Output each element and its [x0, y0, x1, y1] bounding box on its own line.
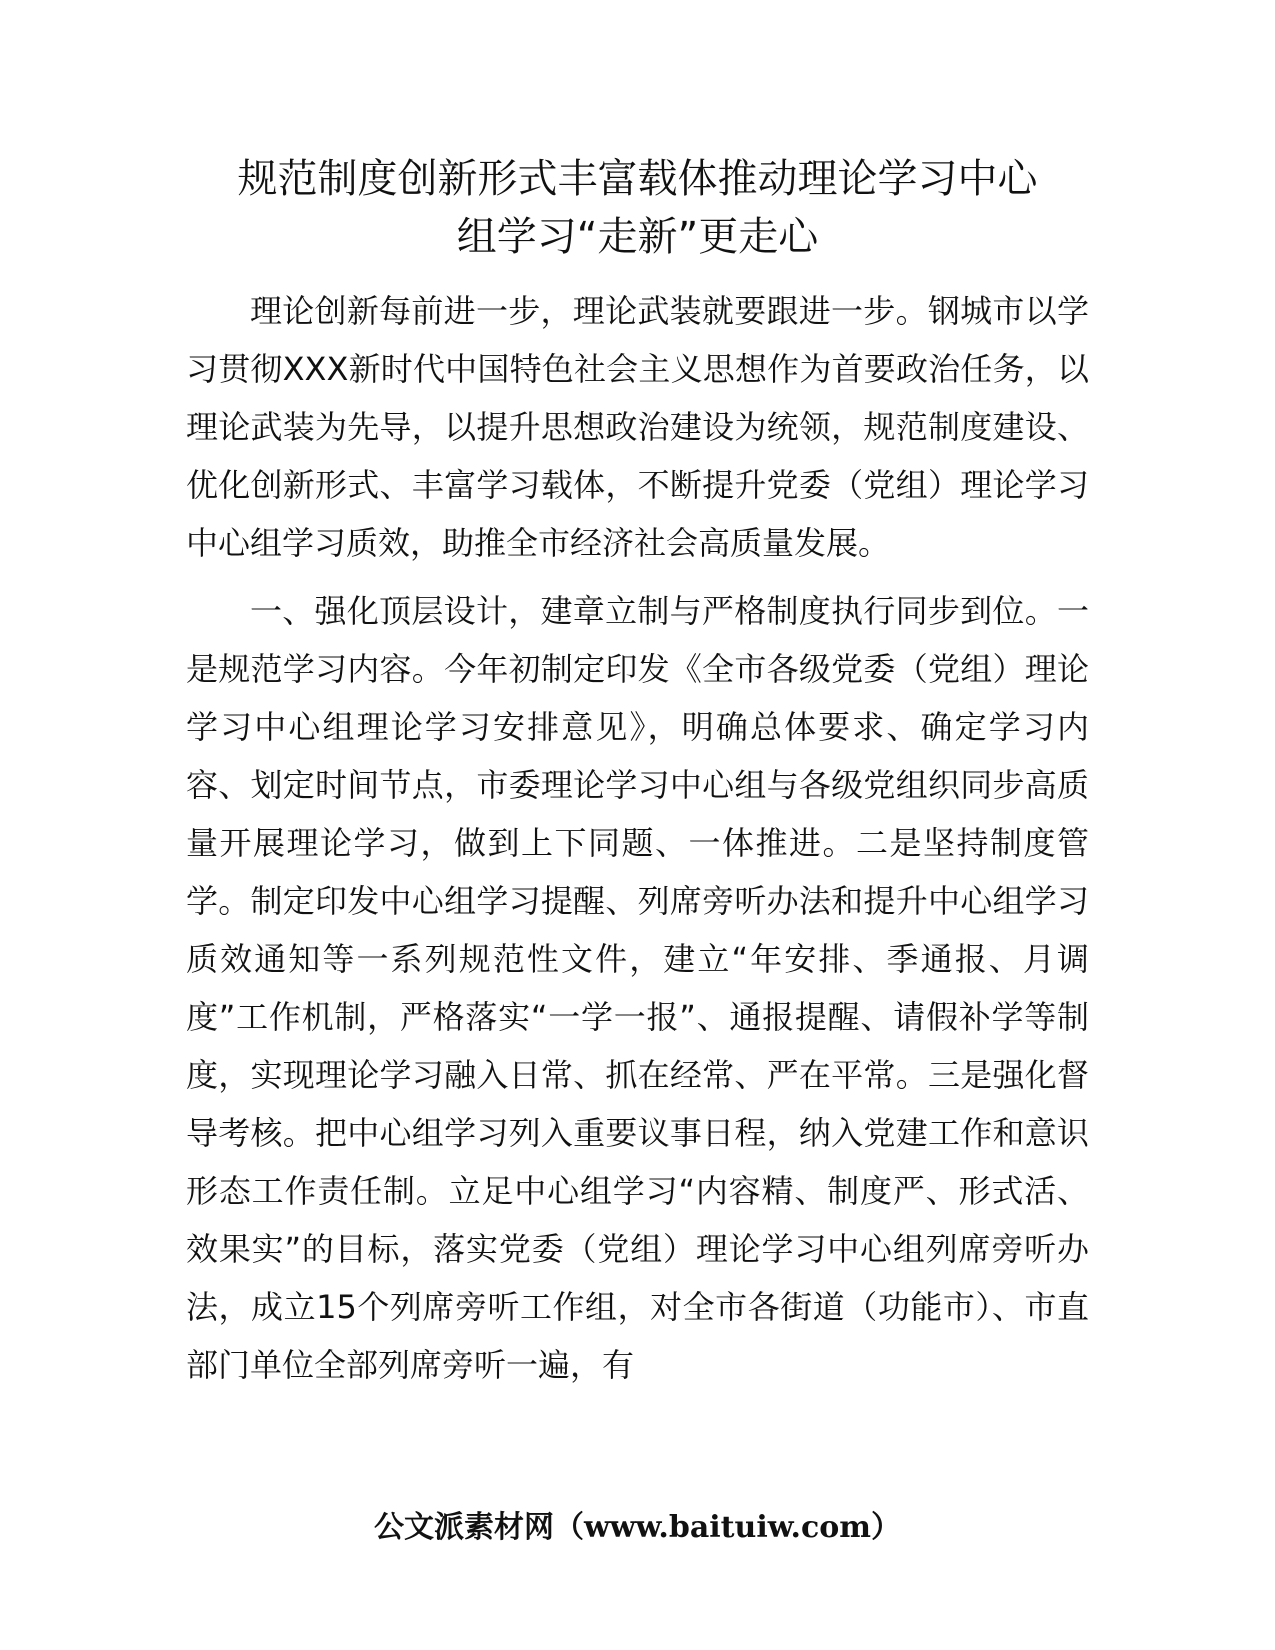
footer-watermark: 公文派素材网（www.baituiw.com） — [373, 1510, 902, 1545]
document-title-line-2: 组学习“走新”更走心 — [456, 214, 819, 260]
paragraph-section-1: 一、强化顶层设计，建章立制与严格制度执行同步到位。一是规范学习内容。今年初制定印发《全市各级党委（党组）理论学习中心组理论学习安排意见》，明确总体要求、确定学习内容、划定时间节点，市委理论学习中心组与各级党组织同步高质量开展理论学习，做到上下同题、一体推进。二是坚持制度管学。制定印发中心组学习提醒、列席旁听办法和提升中心组学习质效通知等一系列规范性文件，建立“年安排、季通报、月调度”工作机制，严格落实“一学一报”、通报提醒、请假补学等制度，实现理论学习融入日常、抓在经常、严在平常。三是强化督导考核。把中心组学习列入重要议事日程，纳入党建工作和意识形态工作责任制。立足中心组学习“内容精、制度严、形式活、效果实”的目标，落实党委（党组）理论学习中心组列席旁听办法，成立15个列席旁听工作组，对全市各街道（功能市）、市直部门单位全部列席旁听一遍，有 — [186, 592, 1089, 1384]
document-title — [185, 150, 1090, 266]
paragraph-intro: 理论创新每前进一步，理论武装就要跟进一步。钢城市以学习贯彻XXX新时代中国特色社会主义思想作为首要政治任务，以理论武装为先导，以提升思想政治建设为统领，规范制度建设、优化创新形式、丰富学习载体，不断提升党委（党组）理论学习中心组学习质效，助推全市经济社会高质量发展。 — [186, 292, 1089, 562]
document-title-line-1: 规范制度创新形式丰富载体推动理论学习中心 — [237, 156, 1038, 202]
document-body — [186, 282, 1089, 1394]
